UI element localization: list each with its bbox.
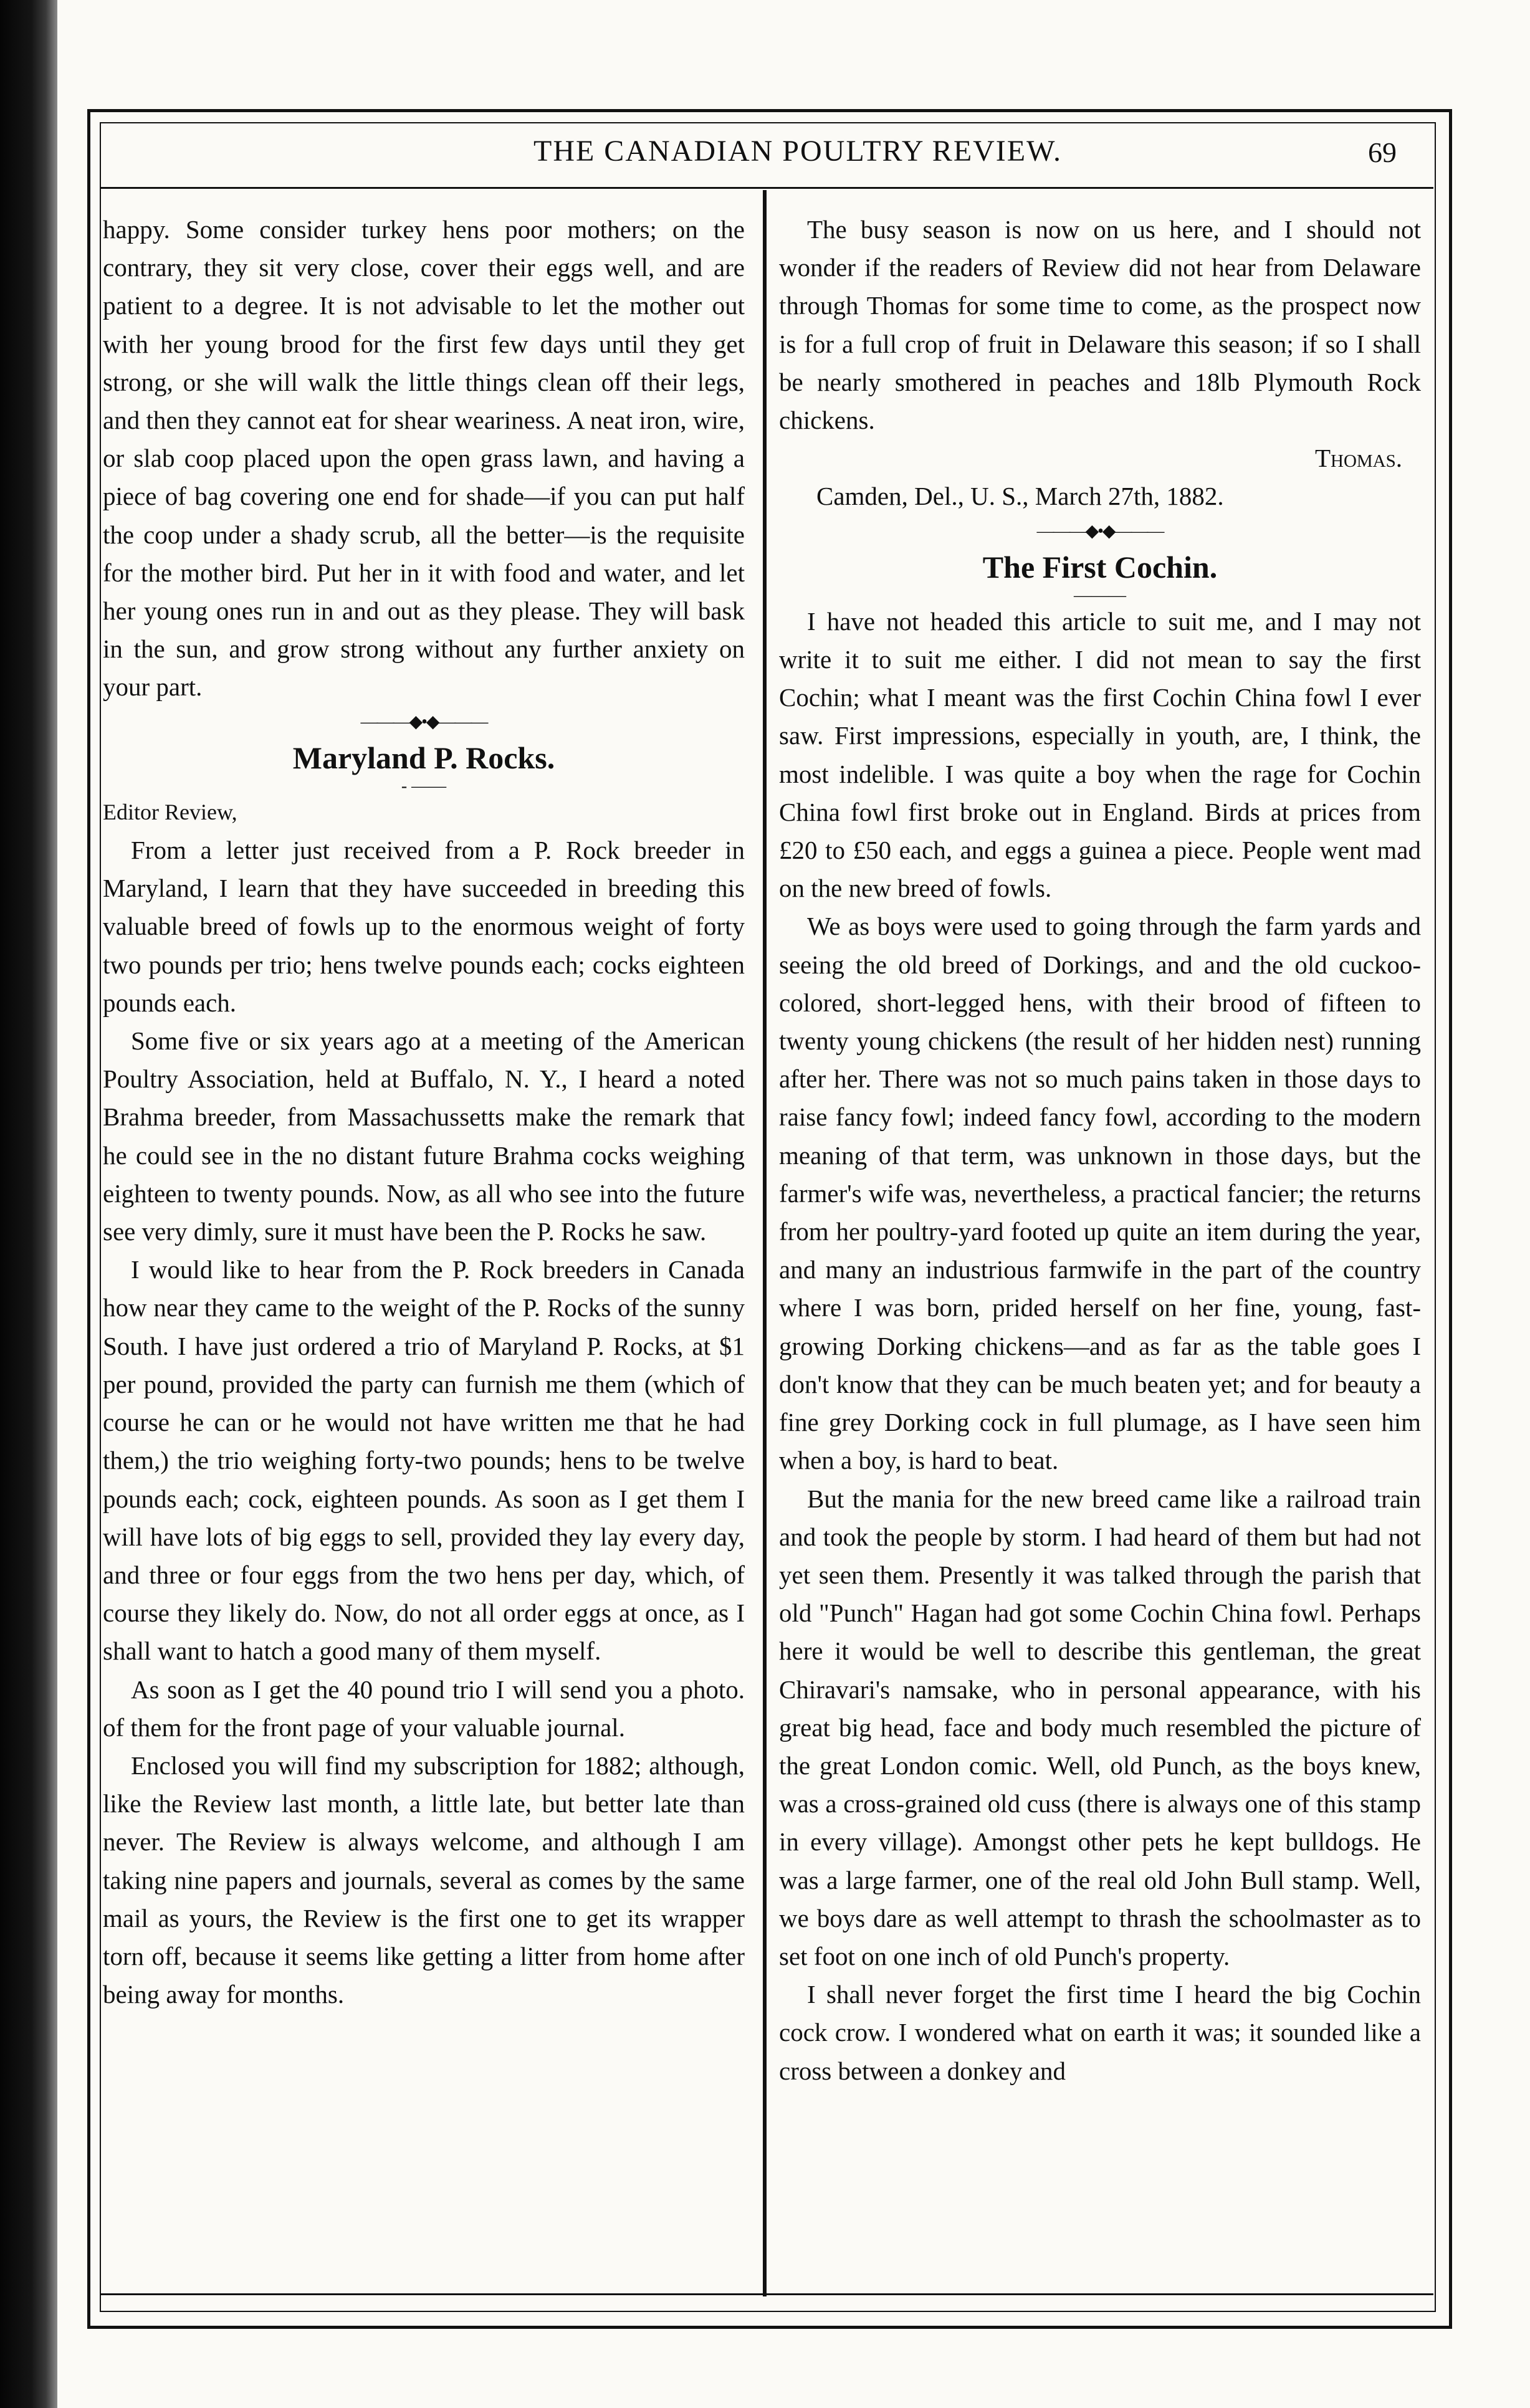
signature: Thomas. xyxy=(1314,444,1402,473)
column-divider xyxy=(763,190,767,2296)
dateline: Camden, Del., U. S., March 27th, 1882. xyxy=(816,482,1224,511)
paragraph: From a letter just received from a P. Rock breeder in Maryland, I learn that they have succeeded in breeding this valuable breed of fowls up to the enormous weight of forty two pounds per trio; hens twelve pounds each; cocks eighteen pounds each. xyxy=(103,836,745,1017)
book-binding-edge xyxy=(0,0,57,2408)
header-rule xyxy=(100,187,1433,189)
page-number: 69 xyxy=(1368,136,1397,168)
bottom-rule xyxy=(100,2293,1433,2295)
salutation: Editor Review, xyxy=(103,799,237,824)
paragraph: I have not headed this article to suit me, and I may not write it to suit me either. I did not mean to say the first Cochin; what I meant was the first Cochin China fowl I ever saw. First impressions, especially in youth, are, I think, the most indelible. I was quite a boy when the rage for Cochin China fowl first broke out in England. Birds at prices from £20 to £50 each, and eggs a guinea a piece. People went mad on the new breed of fowls. xyxy=(779,606,1421,903)
paragraph: But the mania for the new breed came like a railroad train and took the people by storm. I had heard of them but had not yet seen them. Presently it was talked through the parish that old "Punch" Hagan had got some Cochin China fowl. Perhaps here it would be well to describe this gentleman, the great Chiravari's namsake, who in personal appearance, with his great big head, face and body much resembled the picture of the great London comic. Well, old Punch, as the boys knew, was a cross-grained old cuss (there is always one of this stamp in every village). Amongst other pets he kept bulldogs. He was a large farmer, one of the real old John Bull stamp. Well, we boys dare as well attempt to thrash the schoolmaster as to set foot on one inch of old Punch's property. xyxy=(779,1484,1421,1971)
title-dash: - —— xyxy=(401,776,447,796)
article-title: The First Cochin. xyxy=(982,549,1218,585)
paragraph: As soon as I get the 40 pound trio I will send you a photo. of them for the front page of your valuable journal. xyxy=(103,1675,745,1742)
left-column xyxy=(103,211,745,2014)
paragraph: Some five or six years ago at a meeting of the American Poultry Association, held at Buffalo, N. Y., I heard a noted Brahma breeder, from Massachussetts make the remark that he could see in the no distant future Brahma cocks weighing eighteen to twenty pounds. Now, as all who see into the future see very dimly, sure it must have been the P. Rocks he saw. xyxy=(103,1026,745,1246)
paragraph: The busy season is now on us here, and I should not wonder if the readers of Review did not hear from Delaware through Thomas for some time to come, as the prospect now is for a full crop of fruit in Delaware this season; if so I shall be nearly smothered in peaches and 18lb Plymouth Rock chickens. xyxy=(779,215,1421,435)
paragraph: I would like to hear from the P. Rock breeders in Canada how near they came to the weight of the P. Rocks of the sunny South. I have just ordered a trio of Maryland P. Rocks, at $1 per pound, provided the party can furnish me them (which of course he can or he would not have written me that he had them,) the trio weighing forty-two pounds; hens to be twelve pounds each; cock, eighteen pounds. As soon as I get them I will have lots of big eggs to sell, provided they lay every day, and three or four eggs from the two hens per day, which, of course they likely do. Now, do not all order eggs at once, as I shall want to hatch a good many of them myself. xyxy=(103,1255,745,1666)
section-ornament: ———◆•◆——— xyxy=(360,712,487,732)
article-title: Maryland P. Rocks. xyxy=(292,740,555,775)
running-head: THE CANADIAN POULTRY REVIEW. xyxy=(533,135,1062,168)
section-ornament: ———◆•◆——— xyxy=(1036,521,1164,541)
title-dash: ——— xyxy=(1074,585,1126,605)
paragraph: We as boys were used to going through the farm yards and seeing the old breed of Dorkings, and and the old cuckoo-colored, short-legged hens, with their brood of fifteen to twenty young chickens (the result of her hidden nest) running after her. There was not so much pains taken in those days to raise fancy fowl; indeed fancy fowl, according to the modern meaning of that term, was unknown in those days, but the farmer's wife was, nevertheless, a practical fancier; the returns from her poultry-yard footed up quite an item during the year, and many an industrious farmwife in the part of the country where I was born, prided herself on her fine, young, fast-growing Dorking chickens—and as far as the table goes I don't know that they can be much beaten yet; and for beauty a fine grey Dorking cock in full plumage, as I have seen him when a boy, is hard to beat. xyxy=(779,912,1421,1475)
paragraph: I shall never forget the first time I heard the big Cochin cock crow. I wondered what on earth it was; it sounded like a cross between a donkey and xyxy=(779,1980,1421,2085)
paragraph: happy. Some consider turkey hens poor mothers; on the contrary, they sit very close, cover their eggs well, and are patient to a degree. It is not advisable to let the mother out with her young brood for the first few days until they get strong, or she will walk the little things clean off their legs, and then they cannot eat for shear weariness. A neat iron, wire, or slab coop placed upon the open grass lawn, and having a piece of bag covering one end for shade—if you can put half the coop under a shady scrub, all the better—is the requisite for the mother bird. Put her in it with food and water, and let her young ones run in and out as they please. They will bask in the sun, and grow strong without any further anxiety on your part. xyxy=(103,215,745,702)
right-column xyxy=(779,211,1421,2090)
paragraph: Enclosed you will find my subscription for 1882; although, like the Review last month, a little late, but better late than never. The Review is always welcome, and although I am taking nine papers and journals, several as comes by the same mail as yours, the Review is the first one to get its wrapper torn off, because it seems like getting a litter from home after being away for months. xyxy=(103,1751,745,2009)
